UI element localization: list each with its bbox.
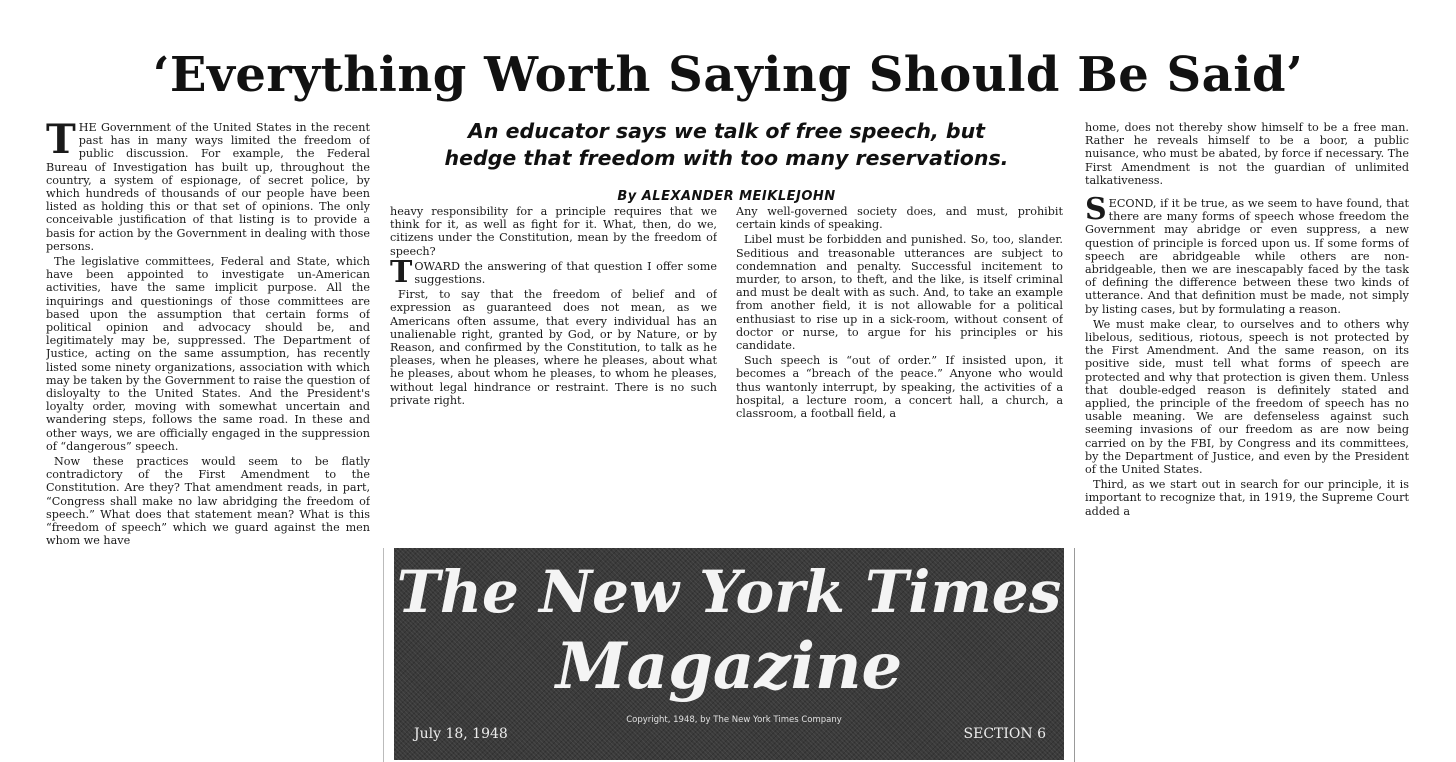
paragraph: home, does not thereby show himself to be a free man. Rather he reveals himself to be a boor, a public nuisance, who must be abated, by force if necessary. The First Amendment is not the guardian of unlimited talkativeness.: [1085, 121, 1409, 187]
subheadline-line-2: hedge that freedom with too many reservations.: [444, 146, 1009, 170]
paragraph: Now these practices would seem to be flatly contradictory of the First Amendment to the Constitution. Are they? That amendment reads, in part, “Congress shall make no law abridging the freedom of speech.” What does that statement mean? What is this “freedom of speech” which we guard against the men whom we have: [46, 455, 370, 548]
drop-cap-t: T: [46, 121, 76, 163]
masthead-box: [394, 548, 1064, 760]
article-column-4: [1085, 121, 1409, 762]
paragraph: HE Government of the United States in the recent past has in many ways limited the freedom of public discussion. For example, the Federal Bureau of Investigation has built up, throughout the country, a system of espionage, of secret police, by which hundreds of thousands of our people have been listed as holding this or that set of opinions. The only conceivable justification of that listing is to provide a basis for action by the Government in dealing with those persons.: [46, 121, 370, 253]
copyright-notice: Copyright, 1948, by The New York Times Company: [626, 715, 842, 725]
drop-cap-t: T: [390, 254, 413, 290]
paragraph: We must make clear, to ourselves and to others why libelous, seditious, riotous, speech is not protected by the First Amendment. And the same reason, on its positive side, must tell what forms of speech are protected and why that protection is given them. Unless that double-edged reason is definitely stated and applied, the principle of the freedom of speech has no usable meaning. We are defenseless against such seeming invasions of our freedom as are now being carried on by the FBI, by Congress and its committees, by the Department of Justice, and even by the President of the United States.: [1085, 317, 1409, 477]
subheadline-line-1: An educator says we talk of free speech, but: [468, 119, 985, 143]
article-column-1: [46, 121, 370, 762]
paragraph: Such speech is “out of order.” If insisted upon, it becomes a “breach of the peace.” Anyone who would thus wantonly interrupt, by speaking, the activities of a hospital, a lecture room, a concert hall, a church, a classroom, a football field, a: [736, 354, 1063, 421]
paragraph: Third, as we start out in search for our principle, it is important to recognize that, in 1919, the Supreme Court added a: [1085, 478, 1409, 518]
headline: ‘Everything Worth Saying Should Be Said’: [152, 47, 1304, 103]
masthead-subtitle: Magazine: [555, 629, 903, 704]
paragraph: OWARD the answering of that question I offer some suggestions.: [414, 259, 717, 287]
paragraph: The legislative committees, Federal and State, which have been appointed to investigate un-American activities, have the same implicit purpose. All the inquirings and questionings of those committees are based upon the assumption that certain forms of political opinion and advocacy should be, and legitimately may be, suppressed. The Department of Justice, acting on the same assumption, has recently listed some ninety organizations, association with which may be taken by the Government to raise the question of disloyalty to the United States. And the President's loyalty order, moving with somewhat uncertain and wandering steps, follows the same road. In these and other ways, we are officially engaged in the suppression of “dangerous” speech.: [46, 255, 370, 453]
section-label: SECTION 6: [963, 726, 1046, 742]
paragraph: Any well-governed society does, and must, prohibit certain kinds of speaking.: [736, 205, 1063, 232]
byline: By ALEXANDER MEIKLEJOHN: [617, 189, 836, 204]
article-column-3: [736, 205, 1063, 545]
masthead-title: The New York Times: [396, 558, 1062, 626]
column-divider: [383, 548, 384, 762]
issue-date: July 18, 1948: [414, 726, 508, 742]
paragraph: heavy responsibility for a principle requires that we think for it, as well as fight for it. What, then, do we, citizens under the Constitution, mean by the freedom of speech?: [390, 205, 717, 258]
article-column-2: [390, 205, 717, 545]
column-divider: [1074, 548, 1075, 762]
subheadline: [390, 118, 1063, 172]
paragraph: Libel must be forbidden and punished. So, too, slander. Seditious and treasonable utterances are subject to condemnation and penalty. Successful incitement to murder, to arson, to theft, and the like, is itself criminal and must be dealt with as such. And, to take an example from another field, it is not allowable for a political enthusiast to rise up in a sick-room, without consent of doctor or nurse, to argue for his principles or his candidate.: [736, 233, 1063, 353]
paragraph: First, to say that the freedom of belief and of expression as guaranteed does not mean, as we Americans often assume, that every individual has an unalienable right, granted by God, or by Nature, or by Reason, and confirmed by the Constitution, to talk as he pleases, when he pleases, where he pleases, about what he pleases, about whom he pleases, to whom he pleases, without legal hindrance or restraint. There is no such private right.: [390, 288, 717, 407]
drop-cap-s: S: [1085, 192, 1107, 228]
paragraph: ECOND, if it be true, as we seem to have found, that there are many forms of speech whose freedom the Government may abridge or even suppress, a new question of principle is forced upon us. If some forms of speech are abridgeable while others are non-abridgeable, then we are inescapably faced by the task of defining the difference between these two kinds of utterance. And that definition must be made, not simply by listing cases, but by formulating a reason.: [1085, 197, 1409, 316]
